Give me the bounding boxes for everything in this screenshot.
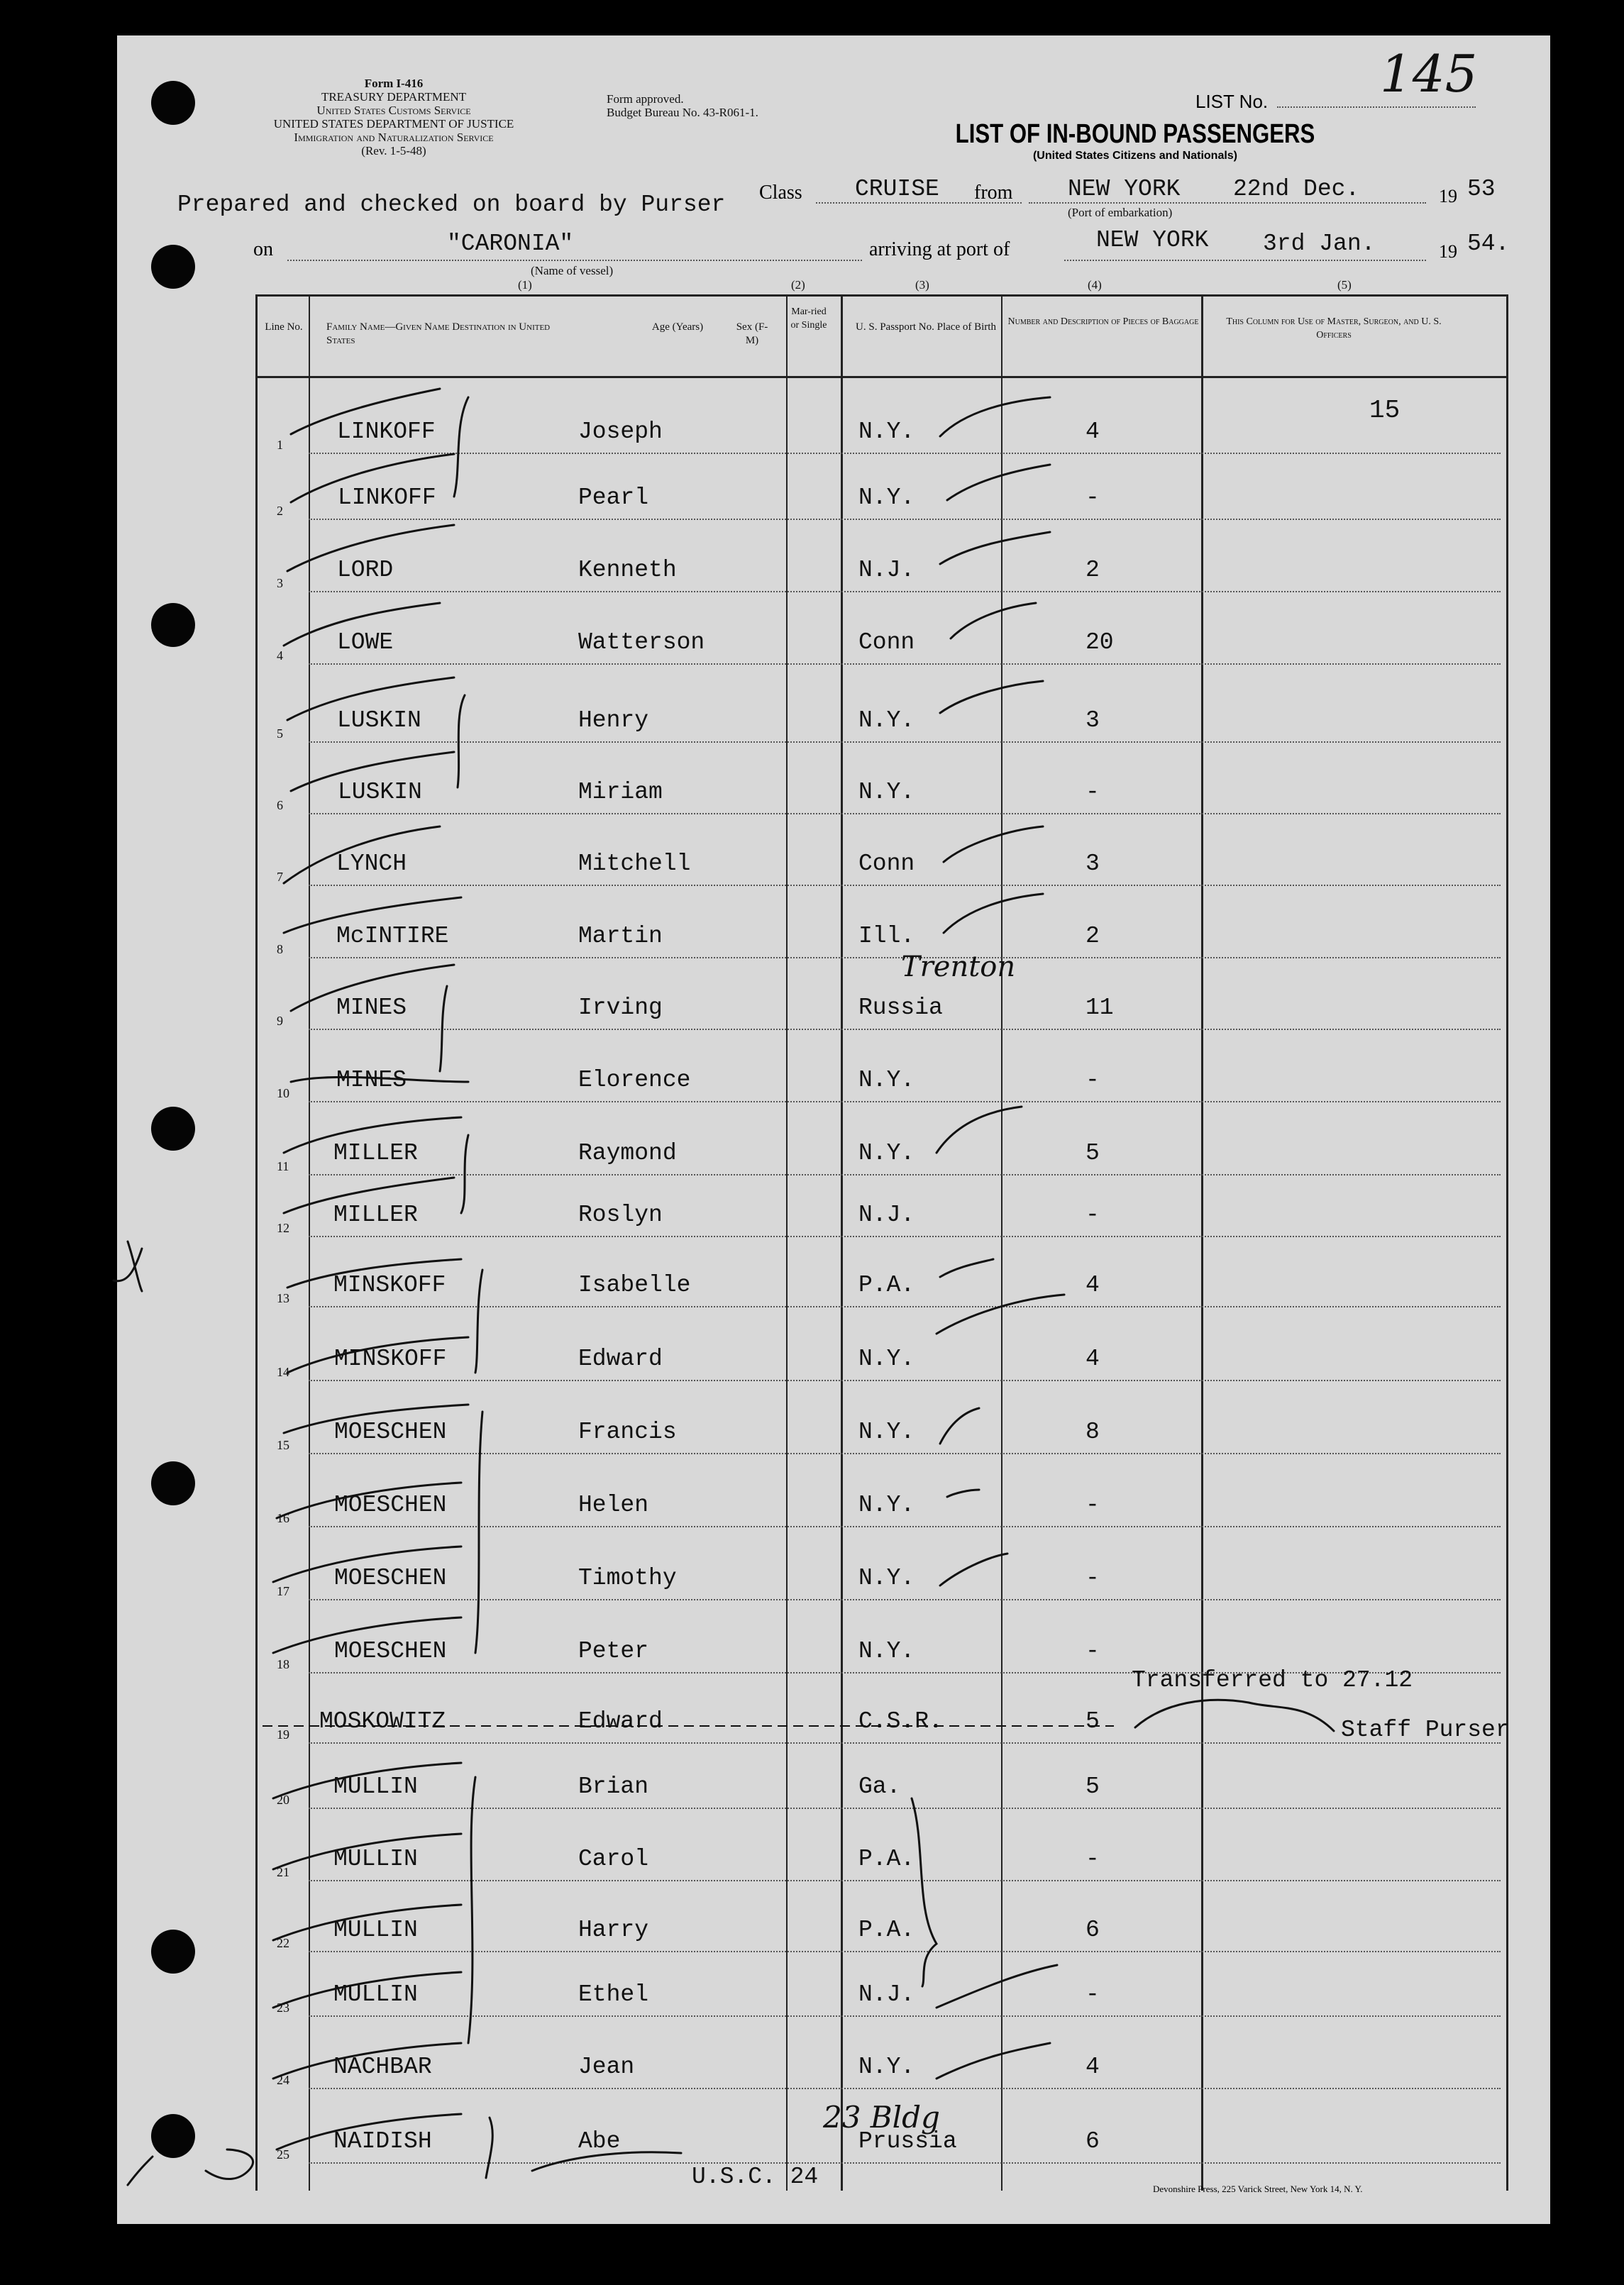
baggage-count: 11	[1086, 995, 1114, 1021]
baggage-count: 5	[1086, 1140, 1100, 1166]
baggage-count: 6	[1086, 1917, 1100, 1943]
family-name: MULLIN	[333, 1981, 418, 2008]
line-number: 10	[277, 1086, 289, 1100]
arriving-label: arriving at port of	[869, 238, 1010, 260]
place-of-birth: P.A.	[858, 1846, 915, 1872]
year-2: 54.	[1467, 231, 1510, 257]
line-number: 22	[277, 1936, 289, 1950]
line-number: 18	[277, 1657, 289, 1671]
col-num-3: (3)	[915, 278, 929, 292]
family-name: MULLIN	[333, 1846, 418, 1872]
place-of-birth: N.Y.	[858, 779, 915, 805]
form-title: LIST OF IN-BOUND PASSENGERS	[955, 119, 1315, 149]
line-number: 13	[277, 1291, 289, 1305]
place-of-birth: N.Y.	[858, 1419, 915, 1445]
arrival-port: NEW YORK	[1096, 227, 1209, 253]
baggage-count: 3	[1086, 851, 1100, 877]
place-of-birth: Conn	[858, 851, 915, 877]
transferred-note: Transferred to 27.12	[1132, 1667, 1413, 1693]
given-name: Watterson	[578, 629, 705, 655]
given-name: Pearl	[578, 485, 649, 511]
port-embark-caption: (Port of embarkation)	[1068, 206, 1173, 219]
place-of-birth: P.A.	[858, 1272, 915, 1298]
family-name: LORD	[337, 557, 394, 583]
given-name: Irving	[578, 995, 663, 1021]
place-of-birth: N.Y.	[858, 1565, 915, 1591]
line-number: 16	[277, 1511, 289, 1525]
baggage-count: 5	[1086, 1708, 1100, 1735]
list-no-label: LIST No.	[1195, 91, 1269, 112]
family-name: LINKOFF	[337, 419, 436, 445]
col-passport: U. S. Passport No. Place of Birth	[856, 321, 996, 333]
family-name: LUSKIN	[337, 707, 421, 734]
family-name: LINKOFF	[338, 485, 436, 511]
given-name: Edward	[578, 1346, 663, 1372]
line-number: 1	[277, 438, 283, 452]
baggage-count: -	[1086, 1638, 1100, 1664]
row25-handwritten-note: 23 Bldg	[823, 2100, 940, 2135]
place-of-birth: P.A.	[858, 1917, 915, 1943]
col-num-5: (5)	[1337, 278, 1352, 292]
place-of-birth: Conn	[858, 629, 915, 655]
place-of-birth: N.Y.	[858, 419, 915, 445]
budget-bureau: Budget Bureau No. 43-R061-1.	[607, 106, 758, 119]
line-number: 7	[277, 870, 283, 884]
family-name: MOSKOWITZ	[319, 1708, 446, 1735]
family-name: MOESCHEN	[334, 1638, 447, 1664]
place-of-birth: N.Y.	[858, 1638, 915, 1664]
family-name: NAIDISH	[333, 2128, 432, 2154]
line-number: 8	[277, 942, 283, 956]
line-number: 15	[277, 1438, 289, 1452]
officer-note-row1: 15	[1369, 396, 1401, 425]
place-of-birth: N.Y.	[858, 1067, 915, 1093]
col-sex: Sex (F-M)	[736, 321, 768, 346]
place-of-birth: N.J.	[858, 1202, 915, 1228]
class-label: Class	[759, 182, 802, 204]
line-number: 4	[277, 648, 283, 663]
given-name: Helen	[578, 1492, 649, 1518]
baggage-count: 3	[1086, 707, 1100, 734]
given-name: Edward	[578, 1708, 663, 1735]
line-number: 11	[277, 1159, 289, 1173]
year-prefix-1: 19	[1439, 186, 1457, 206]
given-name: Carol	[578, 1846, 649, 1872]
line-number: 17	[277, 1584, 289, 1598]
baggage-count: 4	[1086, 1272, 1100, 1298]
col-line-no: Line No.	[265, 321, 303, 333]
place-of-birth: N.Y.	[858, 2054, 915, 2080]
year-prefix-2: 19	[1439, 241, 1457, 262]
family-name: LYNCH	[336, 851, 407, 877]
line-number: 25	[277, 2147, 289, 2162]
place-of-birth: C.S.R.	[858, 1708, 943, 1735]
place-of-birth: N.J.	[858, 557, 915, 583]
line-number: 2	[277, 504, 283, 518]
justice-dept: UNITED STATES DEPARTMENT OF JUSTICE	[273, 117, 514, 131]
ins-label: Immigration and Naturalization Service	[294, 131, 494, 144]
line-number: 20	[277, 1793, 289, 1807]
given-name: Miriam	[578, 779, 663, 805]
year-1: 53	[1467, 176, 1496, 202]
col-name: Family Name—Given Name Destination in United States	[326, 321, 551, 346]
vessel-caption: (Name of vessel)	[531, 264, 614, 277]
family-name: MILLER	[333, 1140, 418, 1166]
col-baggage: Number and Description of Pieces of Baggage	[1007, 316, 1199, 327]
place-of-birth: Russia	[858, 995, 943, 1021]
line-number: 6	[277, 798, 283, 812]
family-name: LOWE	[337, 629, 394, 655]
line-number: 23	[277, 2001, 289, 2015]
class-value: CRUISE	[855, 176, 939, 202]
baggage-count: -	[1086, 1565, 1100, 1591]
col-num-4: (4)	[1088, 278, 1102, 292]
baggage-count: 4	[1086, 1346, 1100, 1372]
row9-handwritten-note: Trenton	[901, 951, 1016, 983]
usc-note: U.S.C. 24	[692, 2164, 819, 2190]
family-name: MILLER	[333, 1202, 418, 1228]
col-num-1: (1)	[518, 278, 532, 292]
list-no-value: 145	[1380, 44, 1478, 104]
form-subtitle: (United States Citizens and Nationals)	[1032, 150, 1238, 162]
baggage-count: 8	[1086, 1419, 1100, 1445]
col-num-2: (2)	[791, 278, 805, 292]
form-number: Form I-416	[364, 77, 424, 90]
place-of-birth: Ga.	[858, 1774, 901, 1800]
line-number: 21	[277, 1865, 289, 1879]
family-name: MINSKOFF	[334, 1346, 447, 1372]
given-name: Martin	[578, 923, 663, 949]
place-of-birth: N.Y.	[858, 1346, 915, 1372]
line-number: 9	[277, 1014, 283, 1028]
line-number: 12	[277, 1221, 289, 1235]
place-of-birth: N.Y.	[858, 1140, 915, 1166]
given-name: Peter	[578, 1638, 649, 1664]
family-name: MOESCHEN	[334, 1492, 447, 1518]
family-name: MULLIN	[333, 1774, 418, 1800]
family-name: MOESCHEN	[334, 1565, 447, 1591]
given-name: Mitchell	[578, 851, 691, 877]
given-name: Harry	[578, 1917, 649, 1943]
staff-purser: Staff Purser	[1341, 1717, 1510, 1743]
place-of-birth: Prussia	[858, 2128, 957, 2154]
given-name: Raymond	[578, 1140, 677, 1166]
line-number: 5	[277, 726, 283, 741]
on-label: on	[253, 238, 273, 260]
line-number: 3	[277, 576, 283, 590]
col-married: Mar-ried or Single	[790, 306, 827, 331]
family-name: MINES	[336, 995, 407, 1021]
family-name: MULLIN	[333, 1917, 418, 1943]
from-date: 22nd Dec.	[1233, 176, 1360, 202]
baggage-count: -	[1086, 779, 1100, 805]
line-number: 19	[277, 1727, 289, 1742]
given-name: Isabelle	[578, 1272, 691, 1298]
place-of-birth: N.J.	[858, 1981, 915, 2008]
baggage-count: 5	[1086, 1774, 1100, 1800]
baggage-count: 2	[1086, 557, 1100, 583]
line-number: 14	[277, 1365, 289, 1379]
form-approved: Form approved.	[607, 92, 684, 106]
prepared-label: Prepared and checked on board by Purser	[177, 192, 726, 218]
baggage-count: -	[1086, 1067, 1100, 1093]
customs-service: United States Customs Service	[316, 104, 471, 117]
place-of-birth: N.Y.	[858, 485, 915, 511]
family-name: MINES	[336, 1067, 407, 1093]
line-number: 24	[277, 2073, 289, 2087]
given-name: Timothy	[578, 1565, 677, 1591]
revision: (Rev. 1-5-48)	[361, 144, 426, 157]
baggage-count: -	[1086, 1981, 1100, 2008]
family-name: NACHBAR	[333, 2054, 432, 2080]
baggage-count: -	[1086, 1492, 1100, 1518]
given-name: Brian	[578, 1774, 649, 1800]
arrival-date: 3rd Jan.	[1263, 231, 1376, 257]
place-of-birth: Ill.	[858, 923, 915, 949]
family-name: LUSKIN	[338, 779, 422, 805]
baggage-count: -	[1086, 1202, 1100, 1228]
baggage-count: 2	[1086, 923, 1100, 949]
from-port: NEW YORK	[1068, 176, 1181, 202]
baggage-count: -	[1086, 485, 1100, 511]
baggage-count: 4	[1086, 2054, 1100, 2080]
col-age: Age (Years)	[651, 321, 704, 333]
col-officers: This Column for Use of Master, Surgeon, and U. S. Officers	[1226, 316, 1442, 341]
place-of-birth: N.Y.	[858, 1492, 915, 1518]
given-name: Roslyn	[578, 1202, 663, 1228]
baggage-count: 4	[1086, 419, 1100, 445]
family-name: MINSKOFF	[333, 1272, 446, 1298]
vessel-name: "CARONIA"	[447, 231, 574, 257]
printer-imprint: Devonshire Press, 225 Varick Street, New York 14, N. Y.	[1153, 2184, 1363, 2194]
given-name: Kenneth	[578, 557, 677, 583]
given-name: Jean	[578, 2054, 635, 2080]
given-name: Joseph	[578, 419, 663, 445]
family-name: MOESCHEN	[334, 1419, 447, 1445]
baggage-count: -	[1086, 1846, 1100, 1872]
given-name: Francis	[578, 1419, 677, 1445]
given-name: Abe	[578, 2128, 621, 2154]
from-label: from	[974, 182, 1013, 204]
place-of-birth: N.Y.	[858, 707, 915, 734]
given-name: Ethel	[578, 1981, 649, 2008]
given-name: Elorence	[578, 1067, 691, 1093]
baggage-count: 6	[1086, 2128, 1100, 2154]
treasury-dept: TREASURY DEPARTMENT	[321, 90, 467, 104]
baggage-count: 20	[1086, 629, 1114, 655]
given-name: Henry	[578, 707, 649, 734]
family-name: McINTIRE	[336, 923, 449, 949]
